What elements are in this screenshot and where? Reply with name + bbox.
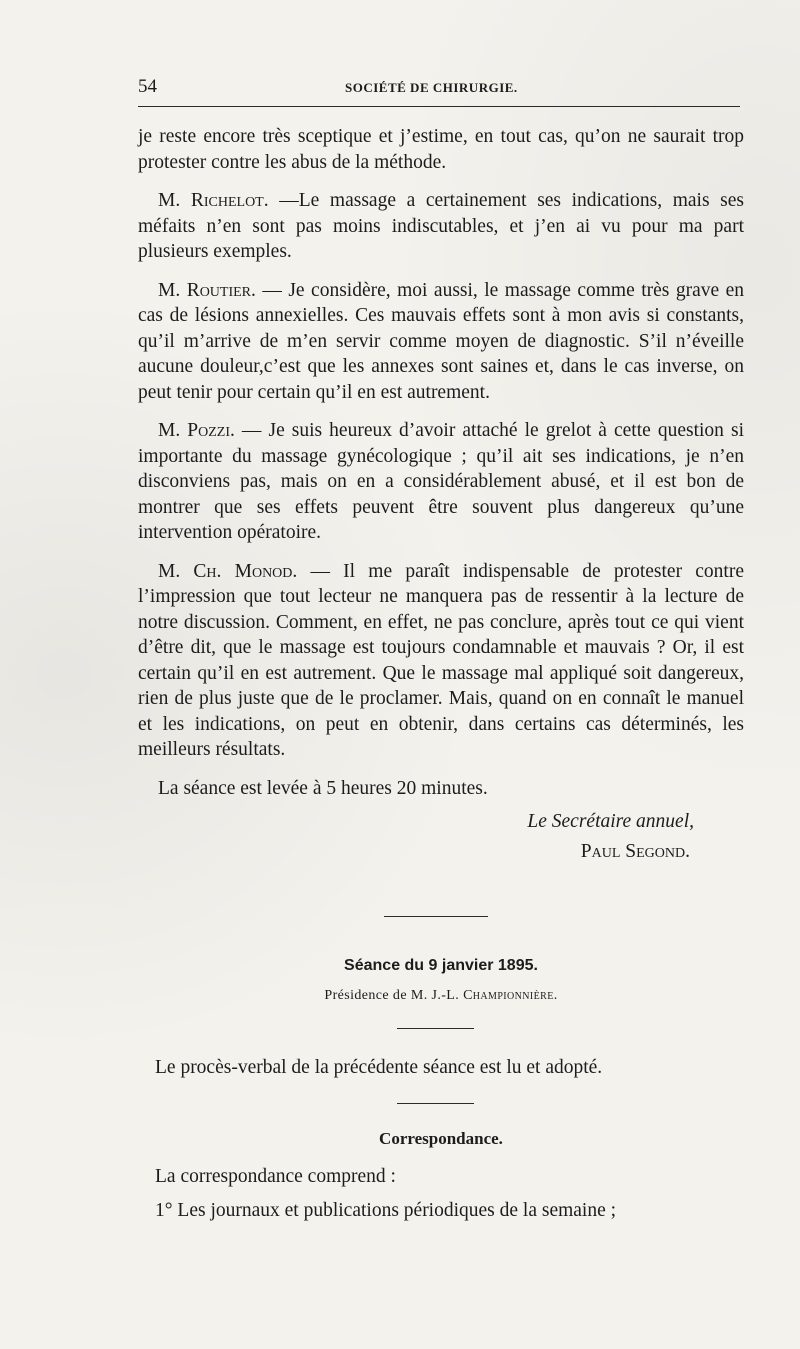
speaker-name: Routier. xyxy=(186,279,256,301)
paragraph-monod xyxy=(138,559,744,763)
speaker-name: Pozzi. xyxy=(187,420,235,441)
correspondance-item: 1° Les journaux et publications périodiques de la semaine ; xyxy=(155,1200,617,1221)
proces-verbal-line: Le procès-verbal de la précédente séance est lu et adopté. xyxy=(155,1057,603,1078)
closing-line: La séance est levée à 5 heures 20 minutes. xyxy=(158,777,488,799)
speaker-prefix: M. xyxy=(158,190,191,211)
paragraph-pozzi xyxy=(138,418,744,546)
divider-short xyxy=(397,1103,474,1104)
signature-name: Paul Segond. xyxy=(580,841,690,862)
paragraph-text: — Je suis heureux d’avoir attaché le grelot à cette question si importante du massage gynécologique ; qu’il ait ses indications, je n’en disconviens pas, mais on en a considérablement abusé, et il est bon de montrer que ses effets peuvent être souvent plus dangereux qu’une intervention opératoire. xyxy=(138,420,744,543)
paragraph-continuation: je reste encore très sceptique et j’estime, en tout cas, qu’on ne saurait trop protester contre les abus de la méthode. xyxy=(138,126,744,173)
page-number: 54 xyxy=(138,76,157,97)
presidence-name: Championnière. xyxy=(463,988,558,1003)
paragraph-text: — Je considère, moi aussi, le massage comme très grave en cas de lésions annexielles. Ces mauvais effets sont à mon avis si constants, qu’il m’arrive de m’en servir comme moyen de diagnostic. S’il n’éveille aucune douleur,c’est que les annexes sont saines et, dans le cas inverse, on peut tenir pour certain qu’il en est autrement. xyxy=(138,279,744,403)
correspondance-heading: Correspondance. xyxy=(379,1129,503,1148)
paragraph-richelot xyxy=(138,188,744,265)
correspondance-intro: La correspondance comprend : xyxy=(155,1166,396,1187)
speaker-prefix: M. xyxy=(158,560,194,582)
presidence-line xyxy=(138,988,744,1004)
header-rule xyxy=(138,106,740,107)
speaker-name: Ch. Monod. xyxy=(193,560,298,582)
paragraph-text: —Le massage a certainement ses indications, mais ses méfaits n’en sont pas moins indiscutables, et j’en ai vu pour ma part plusieurs exemples. xyxy=(138,190,744,262)
divider-short xyxy=(397,1028,474,1029)
body-text xyxy=(138,124,744,880)
journal-title: SOCIÉTÉ DE CHIRURGIE. xyxy=(345,80,518,95)
paragraph-text: — Il me paraît indispensable de protester contre l’impression que tout lecteur ne manquera pas de ressentir à la lecture de notre discussion. Comment, en effet, ne pas conclure, après tout ce qui vient d’être dit, que le massage est toujours condamnable et mauvais ? Or, il est certain qu’il en est autrement. Que le massage mal appliqué soit dangereux, rien de plus juste que de le proclamer. Mais, quand on en connaît le manuel et les indications, on peut en obtenir, dans certains cas déterminés, les meilleurs résultats. xyxy=(138,560,744,760)
section-divider xyxy=(384,916,488,917)
speaker-name: Richelot. xyxy=(190,190,269,211)
signature-title: Le Secrétaire annuel, xyxy=(527,811,694,832)
running-head xyxy=(138,76,740,98)
seance-heading: Séance du 9 janvier 1895. xyxy=(344,957,538,974)
speaker-prefix: M. xyxy=(158,279,187,301)
speaker-prefix: M. xyxy=(158,420,188,441)
paragraph-routier xyxy=(138,278,744,406)
signature-block xyxy=(138,807,744,867)
presidence-prefix: Présidence de M. J.-L. xyxy=(324,988,464,1003)
